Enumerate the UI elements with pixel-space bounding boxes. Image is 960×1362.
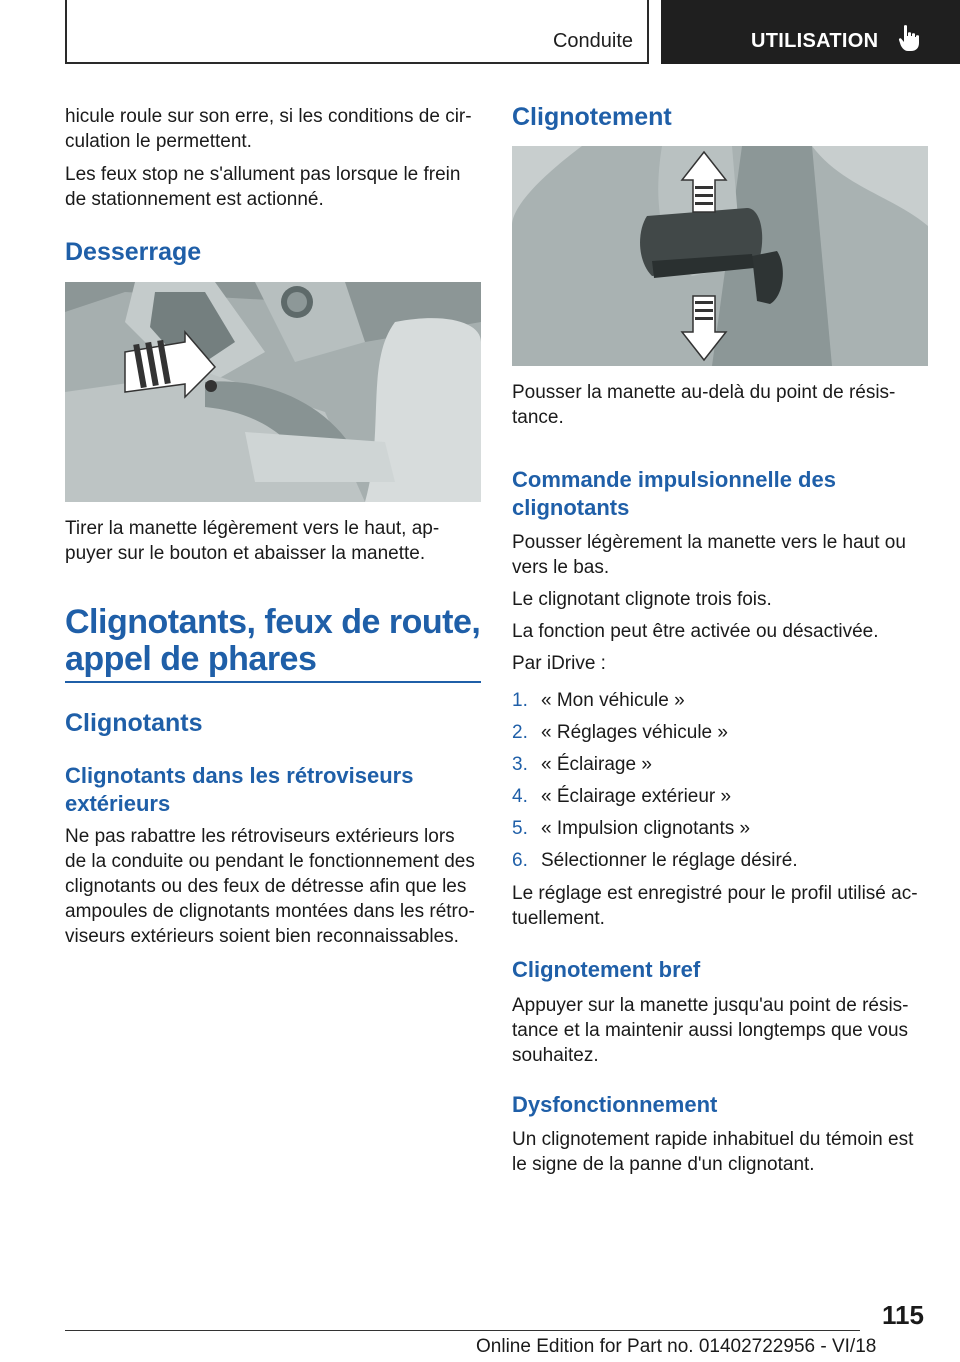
header-chapter-tab (661, 0, 960, 64)
step-number: 4. (512, 786, 528, 807)
step-number: 2. (512, 722, 528, 743)
impulsion-paragraph-4: Par iDrive : (512, 653, 606, 674)
intro-paragraph-1: hicule roule sur son erre, si les conditions de cir-culation le permettent. (65, 106, 472, 152)
clignotement-heading: Clignotement (512, 103, 672, 131)
impulsion-paragraph-2: Le clignotant clignote trois fois. (512, 589, 772, 610)
desserrage-caption: Tirer la manette légèrement vers le haut, ap-puyer sur le bouton et abaisser la manette. (65, 518, 440, 564)
header-chapter-title: UTILISATION (751, 30, 879, 52)
step-text: « Réglages véhicule » (541, 722, 728, 743)
footer-rule (65, 1330, 860, 1331)
list-item (512, 753, 928, 785)
header-section-title: Conduite (552, 30, 633, 52)
impulsion-heading: Commande impulsionnelle des clignotants (512, 467, 836, 520)
list-item (512, 849, 928, 881)
desserrage-heading: Desserrage (65, 238, 202, 266)
turn-signal-figure (512, 146, 928, 366)
footer-edition: Online Edition for Part no. 01402722956 - VI/18 (476, 1336, 877, 1357)
turn-signal-illustration (512, 146, 928, 366)
impulsion-after-paragraph: Le réglage est enregistré pour le profil utilisé ac-tuellement. (512, 883, 918, 929)
list-item (512, 785, 928, 817)
page-number: 115 (882, 1300, 924, 1330)
step-number: 5. (512, 818, 528, 839)
list-item (512, 689, 928, 721)
step-text: « Impulsion clignotants » (541, 818, 751, 839)
pointing-hand-icon (898, 24, 922, 52)
dysfonctionnement-paragraph: Un clignotement rapide inhabituel du témoin est le signe de la panne d'un clignotant. (512, 1129, 914, 1175)
step-text: « Éclairage » (541, 754, 652, 775)
list-item (512, 817, 928, 849)
parking-brake-illustration (65, 282, 481, 502)
step-text: « Mon véhicule » (541, 690, 685, 711)
chapter-title: Clignotants, feux de route, appel de phares (65, 603, 481, 678)
clignotement-bref-heading: Clignotement bref (512, 957, 701, 982)
retroviseurs-paragraph: Ne pas rabattre les rétroviseurs extérieurs lors de la conduite ou pendant le fonctionnement des clignotants ou des feux de détresse afin que les ampoules de clignotants montées dans les rétro-viseurs extérieurs soient bien reconnaissables. (65, 826, 475, 947)
chapter-title-rule (65, 681, 481, 683)
step-number: 6. (512, 850, 528, 871)
parking-brake-figure (65, 282, 481, 502)
clignotement-caption: Pousser la manette au-delà du point de résis-tance. (512, 382, 896, 428)
clignotement-bref-paragraph: Appuyer sur la manette jusqu'au point de résis-tance et la maintenir aussi longtemps que vous souhaitez. (512, 995, 909, 1066)
retroviseurs-heading: Clignotants dans les rétroviseurs extérieurs (65, 763, 414, 816)
impulsion-paragraph-1: Pousser légèrement la manette vers le haut ou vers le bas. (512, 532, 906, 578)
impulsion-paragraph-3: La fonction peut être activée ou désactivée. (512, 621, 879, 642)
idrive-steps-list (512, 689, 928, 881)
step-number: 1. (512, 690, 528, 711)
header-section-box (65, 0, 649, 64)
clignotants-heading: Clignotants (65, 709, 203, 737)
list-item (512, 721, 928, 753)
dysfonctionnement-heading: Dysfonctionnement (512, 1092, 718, 1117)
step-text: « Éclairage extérieur » (541, 786, 732, 807)
step-number: 3. (512, 754, 528, 775)
intro-paragraph-2: Les feux stop ne s'allument pas lorsque le frein de stationnement est actionné. (65, 164, 461, 210)
step-text: Sélectionner le réglage désiré. (541, 850, 798, 871)
